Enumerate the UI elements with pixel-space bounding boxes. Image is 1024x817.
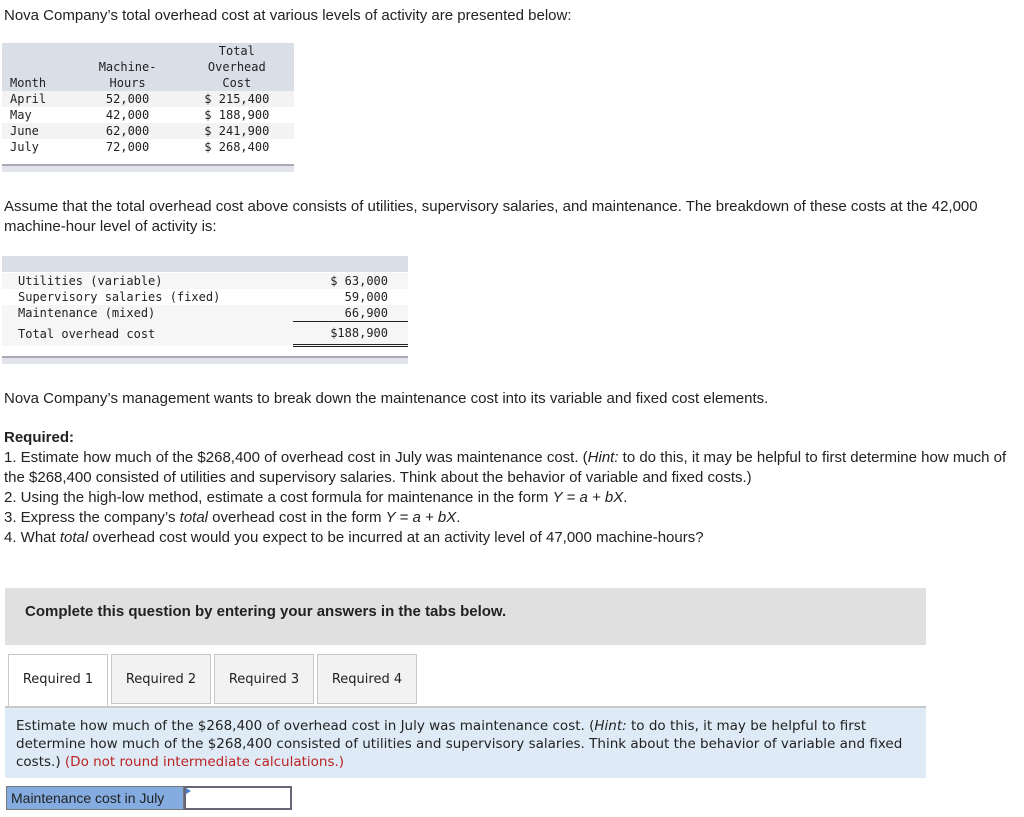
maintenance-cost-input[interactable] — [184, 786, 292, 810]
cell: May — [10, 108, 32, 122]
hdr-line: Hours — [109, 76, 146, 90]
question-panel — [5, 706, 926, 778]
cell: April — [2, 91, 76, 107]
table-scrollbar[interactable] — [2, 164, 294, 172]
tab-required-4[interactable]: Required 4 — [317, 654, 417, 704]
hdr-line: Overhead — [207, 60, 266, 74]
hdr-line: Total — [218, 44, 255, 58]
table2-header — [2, 256, 408, 272]
cell: Total overhead cost — [2, 322, 293, 346]
hint: Hint: — [587, 449, 619, 466]
cell: $ 241,900 — [180, 123, 294, 139]
maintenance-cost-label: Maintenance cost in July — [6, 786, 184, 810]
total: total — [179, 509, 209, 526]
rounding-note: (Do not round intermediate calculations.) — [64, 754, 345, 770]
table-row — [2, 123, 294, 139]
cell: 52,000 — [76, 91, 180, 107]
table-row — [2, 273, 408, 289]
cell: 62,000 — [76, 123, 180, 139]
table-row — [2, 305, 408, 322]
header-machine-hours — [76, 43, 180, 91]
hint: Hint: — [594, 718, 627, 734]
formula: Y = a + bX — [385, 509, 457, 526]
breakdown-table — [2, 273, 408, 347]
cell: Supervisory salaries (fixed) — [18, 290, 221, 304]
req4: overhead cost would you expect to be incurred at an activity level of 47,000 machine-hours? — [88, 529, 704, 546]
cell: 59,000 — [344, 290, 388, 304]
table-scrollbar[interactable] — [2, 356, 408, 364]
table-row — [2, 91, 294, 107]
req2: 2. Using the high-low method, estimate a cost formula for maintenance in the form — [4, 489, 553, 506]
intro-text: Nova Company’s total overhead cost at various levels of activity are presented below: — [4, 7, 572, 24]
cell: Maintenance (mixed) — [2, 305, 293, 322]
cell: July — [10, 140, 39, 154]
cell: 72,000 — [105, 140, 150, 154]
tab-required-2[interactable]: Required 2 — [111, 654, 211, 704]
req1: to do this, it may be helpful to first determine how much of the $268,400 consisted of utilities and supervisory salaries. Think about the behavior of variable and fixed costs.) — [4, 449, 1007, 486]
period: . — [623, 489, 628, 506]
hdr-line: Cost — [222, 76, 252, 90]
cell: $ 215,400 — [180, 91, 294, 107]
cell: June — [2, 123, 76, 139]
total: total — [59, 529, 89, 546]
cell: 66,900 — [293, 305, 408, 322]
cell: 42,000 — [105, 108, 150, 122]
req3: overhead cost in the form — [208, 509, 386, 526]
tab-required-1[interactable]: Required 1 — [8, 654, 108, 707]
req1: 1. Estimate how much of the $268,400 of overhead cost in July was maintenance cost. ( — [4, 449, 588, 466]
req3: 3. Express the company’s — [4, 509, 180, 526]
header-month: Month — [2, 43, 76, 91]
total-row — [2, 322, 408, 346]
table-row — [2, 139, 294, 155]
cell: Utilities (variable) — [2, 273, 293, 289]
req4: 4. What — [4, 529, 60, 546]
cell: $188,900 — [293, 322, 408, 346]
table-row — [2, 289, 408, 305]
required-label: Required: — [4, 429, 75, 446]
required-section — [4, 428, 1009, 548]
cell: $ 63,000 — [293, 273, 408, 289]
tab-required-3[interactable]: Required 3 — [214, 654, 314, 704]
assume-text: Assume that the total overhead cost above consists of utilities, supervisory salaries, and maintenance. The breakdown of these costs at the 42,000 machine-hour level of activity is: — [4, 198, 978, 235]
panel-text: Estimate how much of the $268,400 of overhead cost in July was maintenance cost. ( — [16, 718, 595, 734]
table-row — [2, 107, 294, 123]
header-total-cost — [180, 43, 294, 91]
cell: $ 188,900 — [204, 108, 270, 122]
management-text: Nova Company’s management wants to break down the maintenance cost into its variable and fixed cost elements. — [4, 390, 769, 407]
cell: $ 268,400 — [204, 140, 270, 154]
panel-text: to do this, it may be helpful to first determine how much of the $268,400 consisted of utilities and supervisory salaries. Think about the behavior of variable and fixed costs.) — [16, 718, 903, 770]
instruction-banner — [5, 588, 926, 645]
hdr-line: Machine- — [98, 60, 157, 74]
overhead-table — [2, 43, 294, 155]
period: . — [456, 509, 461, 526]
banner-text: Complete this question by entering your answers in the tabs below. — [25, 603, 507, 620]
formula: Y = a + bX — [552, 489, 624, 506]
